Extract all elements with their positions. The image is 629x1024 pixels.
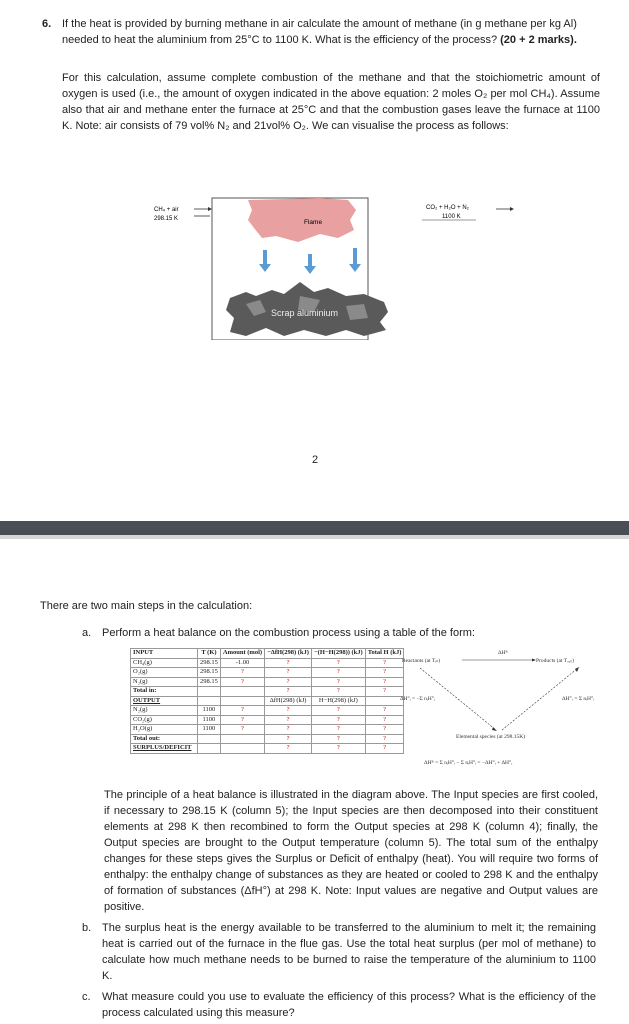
table-cell: -1.00 [220,658,264,668]
enthalpy-cycle-diagram [398,648,629,783]
table-cell [198,734,221,744]
table-cell [198,687,221,697]
table-cell: H−H(298) (kJ) [311,696,365,706]
outlet-label-1: CO₂ + H₂O + N₂ [426,205,469,211]
table-cell [198,744,221,754]
table-cell: ? [311,677,365,687]
left-arrow-head [492,727,497,731]
outlet-label-2: 1100 K [442,214,461,220]
table-row [131,668,404,678]
table-cell: 298.15 [198,668,221,678]
table-cell: ? [220,706,264,716]
table-cell: ? [365,725,404,735]
table-cell: ? [311,725,365,735]
table-row [131,658,404,668]
table-cell: −(H−H(298)) (kJ) [311,649,365,659]
reactants-label: Reactants (at Tᵢₙ) [402,658,441,664]
flame-shape [248,198,356,242]
principle-paragraph: The principle of a heat balance is illustrated in the diagram above. The Input species are first cooled, if necessary to 298.15 K (column 5); the Input species are then decomposed into their constituent elements at 298 K then recombined to form the Output species at 298 K (column 4); finally, the Output species are brought to the Output temperature (column 5). The total sum of the enthalpy changes for these steps gives the Surplus or Deficit of enthalpy (heat). You will require two forms of enthalpy: the enthalpy change of substances as they are heated or cooled to 298 K and the enthalpy of formation of substances (ΔfH°) at 298 K. Note: Input values are negative and Output values are positive. [104,789,598,913]
table-cell: ? [265,658,312,668]
question-number: 6. [42,18,52,30]
table-cell: Total H (kJ) [365,649,404,659]
step-a-text: Perform a heat balance on the combustion process using a table of the form: [102,627,475,639]
table-cell: ? [265,725,312,735]
table-cell: OUTPUT [131,696,198,706]
table-cell: SURPLUS/DEFICIT [131,744,198,754]
table-cell: ? [365,677,404,687]
table-cell: Amount (mol) [220,649,264,659]
question-body: If the heat is provided by burning methane in air calculate the amount of methane (in g methane per kg Al) needed to heat the aluminium from 25°C to 1100 K. What is the efficiency of the process? [62,18,577,46]
table-cell: ? [365,706,404,716]
table-cell: ΔfH(298) (kJ) [265,696,312,706]
flame-label: Flame [304,219,323,226]
table-row-total-out [131,734,404,744]
question-text [62,16,602,48]
table-cell [220,696,264,706]
table-cell: ? [311,715,365,725]
table-output-header-row [131,696,404,706]
table-row-total-in [131,687,404,697]
table-cell: ? [365,668,404,678]
step-b-text: The surplus heat is the energy available to be transferred to the aluminium to melt it; the remaining heat is carried out of the furnace in the flue gas. Use the total heat surplus (per mol of methane) to calculate how much methane needs to be burned to raise the temperature of the aluminium to 1100 K. [102,922,596,982]
inlet-label-2: 298.15 K [154,216,179,222]
left-equation: ΔH°ᵢ = −Σ nᵢH°ᵢ [400,696,435,702]
page-number: 2 [312,454,319,466]
table-cell: O₂(g) [131,668,198,678]
table-cell [220,744,264,754]
step-c-text: What measure could you use to evaluate the efficiency of this process? What is the efficiency of the process calculated using this measure? [102,991,596,1019]
table-cell: ? [265,715,312,725]
table-row [131,715,404,725]
table-row [131,725,404,735]
table-cell: N₂(g) [131,677,198,687]
table-cell: ? [220,677,264,687]
table-cell: N₂(g) [131,706,198,716]
inlet-arrow-head [208,207,212,211]
top-arrow-label: ΔHᴿ [498,650,508,656]
table-cell: ? [265,687,312,697]
table-row [131,706,404,716]
step-a [82,627,475,639]
table-row [131,677,404,687]
page-gap [0,521,629,535]
page-gap-shadow [0,535,629,539]
table-cell: ? [220,715,264,725]
heat-arrows [259,248,361,274]
table-cell: ? [265,706,312,716]
table-cell: ? [220,725,264,735]
heat-balance-table [130,648,404,754]
table-cell: ? [265,744,312,754]
scrap-label: Scrap aluminium [271,308,339,318]
table-cell: ? [365,744,404,754]
table-cell: ? [365,715,404,725]
table-cell: −ΔfH(298) (kJ) [265,649,312,659]
right-arrow-head [575,667,579,672]
elemental-label: Elemental species (at 298.15K) [456,734,526,740]
step-b [82,920,602,984]
table-cell: CO₂(g) [131,715,198,725]
table-cell: ? [311,668,365,678]
outlet-arrow-head [510,207,514,211]
steps-intro: There are two main steps in the calculation: [40,600,253,612]
table-cell: ? [311,658,365,668]
table-cell: ? [311,687,365,697]
bottom-equation: ΔHᴿ = Σ nᵢH°ᵢ − Σ nᵢH°ᵢ = −ΔH°ᵢ + ΔH°ᵣ [424,760,513,766]
table-cell: CH₄(g) [131,658,198,668]
step-a-label: a. [82,627,92,639]
table-cell: ? [365,658,404,668]
table-cell: ? [265,668,312,678]
table-cell: T (K) [198,649,221,659]
table-header-row [131,649,404,659]
step-c-label: c. [82,991,91,1003]
table-cell: Total out: [131,734,198,744]
step-c [82,989,602,1021]
question-marks: (20 + 2 marks). [500,34,577,46]
table-cell: ? [265,734,312,744]
inlet-label-1: CH₄ + air [154,207,179,213]
table-cell: ? [265,677,312,687]
table-cell: INPUT [131,649,198,659]
table-cell: ? [311,734,365,744]
table-cell: ? [365,687,404,697]
furnace-diagram [150,196,530,340]
table-cell: ? [220,668,264,678]
question-paragraph: For this calculation, assume complete combustion of the methane and that the stoichiometric amount of oxygen is used (i.e., the amount of oxygen indicated in the above equation: 2 moles O₂ per mol CH₄). Assume also that air and methane enter the furnace at 25°C and that the combustion gases leave the furnace at 1100 K. Note: air consists of 79 vol% N₂ and 21vol% O₂. We can visualise the process as follows: [62,72,600,132]
table-cell: 1100 [198,715,221,725]
products-label: Products (at Tₒᵤₜ) [536,658,574,664]
table-cell: 1100 [198,706,221,716]
table-cell: 298.15 [198,677,221,687]
table-row-surplus [131,744,404,754]
table-cell: 298.15 [198,658,221,668]
table-cell [198,696,221,706]
table-cell: ? [365,734,404,744]
table-cell: ? [311,706,365,716]
table-cell: 1100 [198,725,221,735]
right-equation: ΔH°ᵣ = Σ nᵢH°ᵢ [562,696,595,702]
table-cell [220,687,264,697]
step-b-label: b. [82,922,92,934]
table-cell: H₂O(g) [131,725,198,735]
table-cell: Total in: [131,687,198,697]
table-cell: ? [311,744,365,754]
table-cell [220,734,264,744]
